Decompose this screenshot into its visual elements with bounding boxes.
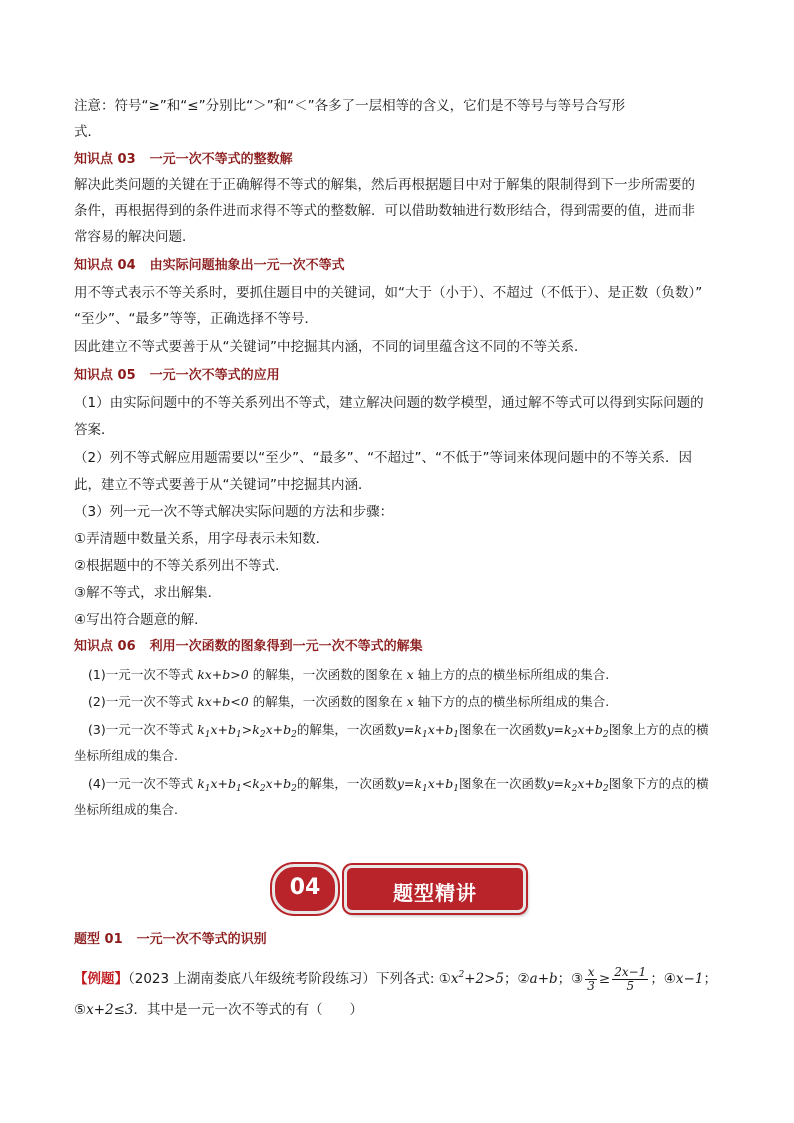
- kp04-title: 由实际问题抽象出一元一次不等式: [149, 258, 345, 273]
- kp05-step-1: ①弄清题中数量关系，用字母表示未知数．: [74, 531, 330, 547]
- kp05-title: 一元一次不等式的应用: [149, 368, 280, 383]
- type01-title: 一元一次不等式的识别: [136, 932, 267, 947]
- kp05-line-4: 此，建立不等式要善于从“关键词”中挖掘其内涵．: [74, 477, 372, 493]
- kp06-tag: 知识点 06: [74, 639, 136, 654]
- function-y-k1x-b1: $y=k_1x+b_1$: [396, 776, 459, 794]
- section-number-badge: 04: [272, 864, 338, 914]
- function-y-k1x-b1: $y=k_1x+b_1$: [396, 722, 459, 740]
- kp05-tag: 知识点 05: [74, 368, 136, 383]
- knowledge-point-06-heading: [74, 637, 724, 657]
- expr-a-plus-b: a+b: [529, 971, 558, 987]
- kp06-item-3-cont: 坐标所组成的集合.: [74, 748, 178, 763]
- question-type-01-heading: [74, 930, 724, 950]
- example-line-1: 【例题】（2023 上湖南娄底八年级统考阶段练习）下列各式: $①x^2+2>5$；②a+b；③ $\frac{x}{3}$ ≥ $\frac{2x-1}{5}$ ；④x−1；: [74, 964, 717, 993]
- kp04-line-1: 用不等式表示不等关系时，要抓住题目中的关键词，如“大于（小于）、不超过（不低于）、是正数（负数）”: [74, 285, 703, 301]
- kp03-line-2: 条件，再根据得到的条件进而求得不等式的整数解．可以借助数轴进行数形结合，得到需要的值，进而非: [74, 203, 695, 219]
- kp05-step-2: ②根据题中的不等关系列出不等式．: [74, 558, 289, 574]
- fraction-x-over-3: $\frac{x}{3}$: [587, 964, 595, 993]
- kp06-item-4-cont: 坐标所组成的集合.: [74, 802, 178, 817]
- knowledge-point-04-heading: [74, 256, 724, 276]
- knowledge-point-05-heading: [74, 366, 724, 386]
- kp03-line-3: 常容易的解决问题．: [74, 229, 196, 245]
- kp05-line-5: （3）列一元一次不等式解决实际问题的方法和步骤：: [74, 504, 394, 520]
- kp06-item-1: (1)一元一次不等式 kx+b>0 的解集，一次函数的图象在 x 轴上方的点的横坐标所组成的集合.: [88, 667, 610, 682]
- kp03-title: 一元一次不等式的整数解: [149, 152, 293, 167]
- section-title-bar: 题型精讲: [344, 865, 526, 913]
- section-banner: [272, 862, 522, 912]
- example-line-2: ⑤x+2≤3．其中是一元一次不等式的有（ ）: [74, 1002, 364, 1018]
- kp05-line-3: （2）列不等式解应用题需要以“至少”、“最多”、“不超过”、“不低于”等词来体现问题中的不等关系．因: [74, 450, 693, 466]
- inequality-k1x-b1-gt-k2x-b2: $k_1x+b_1>k_2x+b_2$: [197, 722, 297, 740]
- expr-x2-plus-2-gt-5: $x^2+2>5$: [450, 970, 505, 987]
- note-line-2: 式．: [74, 124, 101, 140]
- kp06-item-4: (4)一元一次不等式 $k_1x+b_1<k_2x+b_2$的解集，一次函数$y=k_1x+b_1$图象在一次函数$y=k_2x+b_2$图象下方的点的横: [88, 776, 709, 794]
- type01-tag: 题型 01: [74, 932, 123, 947]
- kp04-tag: 知识点 04: [74, 258, 136, 273]
- knowledge-point-03-heading: [74, 150, 724, 170]
- function-y-k2x-b2: $y=k_2x+b_2$: [546, 776, 609, 794]
- kp05-step-3: ③解不等式，求出解集．: [74, 585, 222, 601]
- kp04-line-2: “至少”、“最多”等等，正确选择不等号．: [74, 311, 318, 327]
- note-line-1: 注意：符号“≥”和“≤”分别比“＞”和“＜”各多了一层相等的含义，它们是不等号与等号合写形: [74, 98, 626, 114]
- kp05-line-2: 答案．: [74, 422, 115, 438]
- kp06-title: 利用一次函数的图象得到一元一次不等式的解集: [149, 639, 423, 654]
- kp04-line-3: 因此建立不等式要善于从“关键词”中挖掘其内涵，不同的词里蕴含这不同的不等关系．: [74, 339, 588, 355]
- kp06-item-2: (2)一元一次不等式 kx+b<0 的解集，一次函数的图象在 x 轴下方的点的横坐标所组成的集合.: [88, 694, 610, 709]
- inequality-k1x-b1-lt-k2x-b2: $k_1x+b_1<k_2x+b_2$: [197, 776, 297, 794]
- kp05-step-4: ④写出符合题意的解．: [74, 612, 208, 628]
- example-source: （2023 上湖南娄底八年级统考阶段练习）下列各式:: [128, 971, 439, 987]
- fraction-2x-1-over-5: $\frac{2x-1}{5}$: [614, 964, 647, 993]
- kp06-item-3: (3)一元一次不等式 $k_1x+b_1>k_2x+b_2$的解集，一次函数$y=k_1x+b_1$图象在一次函数$y=k_2x+b_2$图象上方的点的横: [88, 722, 709, 740]
- example-label: 【例题】: [74, 971, 128, 987]
- kp03-line-1: 解决此类问题的关键在于正确解得不等式的解集，然后再根据题目中对于解集的限制得到下一步所需要的: [74, 177, 695, 193]
- expr-x-minus-1: x−1: [675, 971, 704, 987]
- kp03-tag: 知识点 03: [74, 152, 136, 167]
- function-y-k2x-b2: $y=k_2x+b_2$: [546, 722, 609, 740]
- expr-x-plus-2-le-3: x+2≤3: [86, 1002, 134, 1018]
- kp05-line-1: （1）由实际问题中的不等关系列出不等式，建立解决问题的数学模型，通过解不等式可以得到实际问题的: [74, 395, 704, 411]
